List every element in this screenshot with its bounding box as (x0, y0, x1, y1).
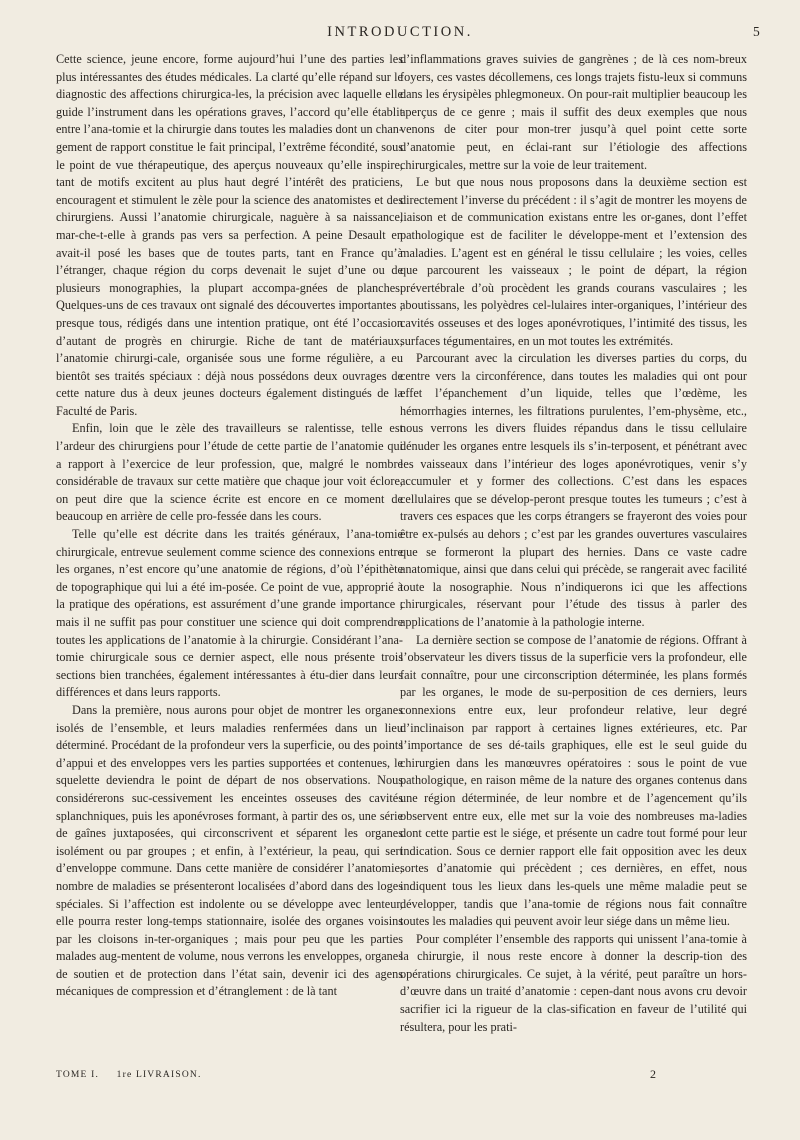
volume-label: TOME I. (56, 1070, 100, 1080)
right-column (400, 51, 747, 1036)
paragraph: d’inflammations graves suivies de gangrènes ; de là ces nom-breux foyers, ces vastes décollemens, ces longs trajets fistu-leux si communs dans les érysipèles phlegmoneux. On pour-rait multiplier beaucoup les aperçus de ce genre ; mais il suffit des deux exemples que nous venons de citer pour mon-trer jusqu’à quel point cette sorte d’anatomie peut, en éclai-rant sur l’étiologie des affections chirurgicales, mettre sur la voie de leur traitement. (400, 52, 747, 172)
paragraph: Enfin, loin que le zèle des travailleurs se ralentisse, telle est l’ardeur des chirurgiens pour l’étude de cette partie de l’anatomie qui a rapport à l’exercice de leur profession, que, malgré le nombre considérable de travaux sur cette matière que chaque jour voit éclore, on peut dire que la science écrite est encore en ce moment de beaucoup en arrière de celle pro-fessée dans les cours. (56, 421, 403, 524)
paragraph: Pour compléter l’ensemble des rapports qui unissent l’ana-tomie à la chirurgie, il nous reste encore à donner la descrip-tion des opérations chirurgicales. Ce sujet, à la vérité, peut paraître un hors-d’œuvre dans un traité d’anatomie : cepen-dant nous avons cru devoir sacrifier ici la rigueur de la clas-sification en faveur de l’utilité qui résultera, pour les prati- (400, 931, 747, 1034)
signature-mark: 2 (650, 1067, 656, 1081)
footer-imprint (56, 1070, 216, 1080)
running-header: INTRODUCTION. (327, 24, 473, 40)
paragraph: La dernière section se compose de l’anatomie de régions. Offrant à l’observateur les divers tissus de la superficie vers la profondeur, elle fait connaître, pour une circonscription déterminée, les plans formés par les organes, le mode de su-perposition de ces derniers, leurs connexions entre eux, leur profondeur relative, leur degré d’inclinaison par rapport à certaines lignes extérieures, etc. Par l’importance de ses dé-tails graphiques, elle est le seul guide du chirurgien dans les manœuvres opératoires : sous le point de vue pathologique, en raison même de la nature des organes contenus dans une région déterminée, de leur nombre et de l’agencement qu’ils observent entre eux, elle met sur la voie des nombreuses ma-ladies dont cette partie est le siége, et présente un cadre tout formé pour leur indication. Sous ce dernier rapport elle fait opposition avec les deux sortes d’anatomie qui précèdent ; ces dernières, en effet, nous indiquent tous les lieux dans les-quels une même maladie peut se développer, tandis que l’ana-tomie de régions nous fait connaître toutes les maladies qui peuvent avoir leur siége dans un même lieu. (400, 632, 747, 929)
left-column (56, 51, 403, 1001)
paragraph: Dans la première, nous aurons pour objet de montrer les organes isolés de l’ensemble, et leurs maladies renfermées dans un lieu déterminé. Procédant de la profondeur vers la superficie, ou des points d’appui et des enveloppes vers les parties supportées et contenues, le squelette deviendra le point de départ de nos observations. Nous considérerons suc-cessivement les enceintes osseuses des cavités splanchniques, puis les aponévroses formant, à partir des os, une série de gaînes juxtaposées, qui circonscrivent et séparent les organes isolément ou par groupes ; et enfin, à l’extérieur, la peau, qui sert d’enveloppe commune. Dans cette manière de considérer l’anatomie, nombre de maladies se présenteront localisées d’abord dans des loges spéciales. Si l’affection est indolente ou se développe avec lenteur, elle pourra rester long-temps stationnaire, isolée des organes voisins par les cloisons in-ter-organiques ; mais pour peu que les parties malades aug-mentent de volume, nous verrons les enveloppes, organes de soutien et de protection dans l’état sain, devenir ici des agens mécaniques de compression et d’étranglement : de là tant (56, 702, 403, 999)
paragraph: Cette science, jeune encore, forme aujourd’hui l’une des parties les plus intéressantes des études médicales. La clarté qu’elle répand sur le diagnostic des affections chirurgica-les, la précision avec laquelle elle guide l’instrument dans les opérations graves, l’accord qu’elle établit entre l’ana-tomie et la chirurgie dans toutes les maladies dont un chan-gement de rapport constitue le fait principal, l’extrême fécondité, sous le point de vue thérapeutique, des aperçus nouveaux qu’elle inspire, tant de motifs excitent au plus haut degré l’intérêt des praticiens, encouragent et stimulent le zèle pour la science des anatomistes et des chirurgiens. Aussi l’anatomie chirurgicale, naguère à sa naissance, mar-che-t-elle à grands pas vers sa perfection. A peine Desault en avait-il posé les bases que de toutes parts, tant en France qu’à l’étranger, chaque région du corps devenait le sujet d’une ou de plusieurs monographies, la plupart accompa-gnées de planches. Quelques-uns de ces travaux ont signalé des découvertes importantes ; presque tous, rédigés dans une intention pratique, ont été l’occasion d’autant de progrès en chirurgie. Riche de tant de matériaux, l’anatomie chirurgi-cale, organisée sous une forme régulière, a eu bientôt ses traités spéciaux : déjà nous possédons deux ouvrages de cette nature dus à deux jeunes docteurs également distingués de la Faculté de Paris. (56, 52, 403, 418)
page-number: 5 (753, 24, 760, 39)
paragraph: Le but que nous nous proposons dans la deuxième section est directement l’inverse du précédent : il s’agit de montrer les moyens de liaison et de communication existans entre les or-ganes, dont l’effet pathologique est de faciliter le développe-ment et l’extension des maladies. L’agent est en général le tissu cellulaire ; les voies, celles que parcourent les vaisseaux ; le point de départ, la région prévertébrale d’où procèdent les grands courans vasculaires ; les aboutissans, les polyèdres cel-lulaires inter-organiques, l’intérieur des cavités osseuses et des loges aponévrotiques, l’intimité des tissus, les surfaces tégumentaires, en un mot toutes les extrémités. (400, 175, 747, 348)
paragraph: Parcourant avec la circulation les diverses parties du corps, du centre vers la circonférence, dans toutes les maladies qui ont pour effet l’épanchement d’un liquide, telles que l’œdème, les hémorrhagies internes, les filtrations purulentes, l’em-physème, etc., nous verrons les divers fluides répandus dans le tissu cellulaire dénuder les organes entre lesquels ils s’in-terposent, et pénétrant avec les vaisseaux dans l’intérieur des loges aponévrotiques, venir s’y accumuler et y former des collections. C’est dans les espaces cellulaires que se dévelop-peront presque toutes les tumeurs ; c’est à travers ces espaces que les corps étrangers se frayeront des voies pour être ex-pulsés au dehors ; c’est par les grandes ouvertures vasculaires que se formeront la plupart des hernies. Dans ce vaste cadre anatomique, ainsi que dans celui qui précède, se rangerait avec facilité toute la nosographie. Nous n’indiquerons ici que les affections chirurgicales, réservant pour l’étude des tissus à parler des applications de l’anatomie à la pathologie interne. (400, 351, 747, 629)
paragraph: Telle qu’elle est décrite dans les traités généraux, l’ana-tomie chirurgicale, entrevue seulement comme science des connexions entre les organes, n’est encore qu’une anatomie de régions, d’où l’épithète de topographique qui lui a été im-posée. Ce point de vue, approprié à la pratique des opérations, est assurément d’une grande importance ; mais il ne suffit pas pour constituer une science qui doit comprendre toutes les applications de l’anatomie à la chirurgie. Considérant l’ana-tomie chirurgicale sous ce dernier aspect, elle nous présente trois sections bien tranchées, également intéressantes à étu-dier dans leurs différences et dans leurs rapports. (56, 527, 403, 700)
livraison-label: 1re LIVRAISON. (116, 1070, 202, 1080)
